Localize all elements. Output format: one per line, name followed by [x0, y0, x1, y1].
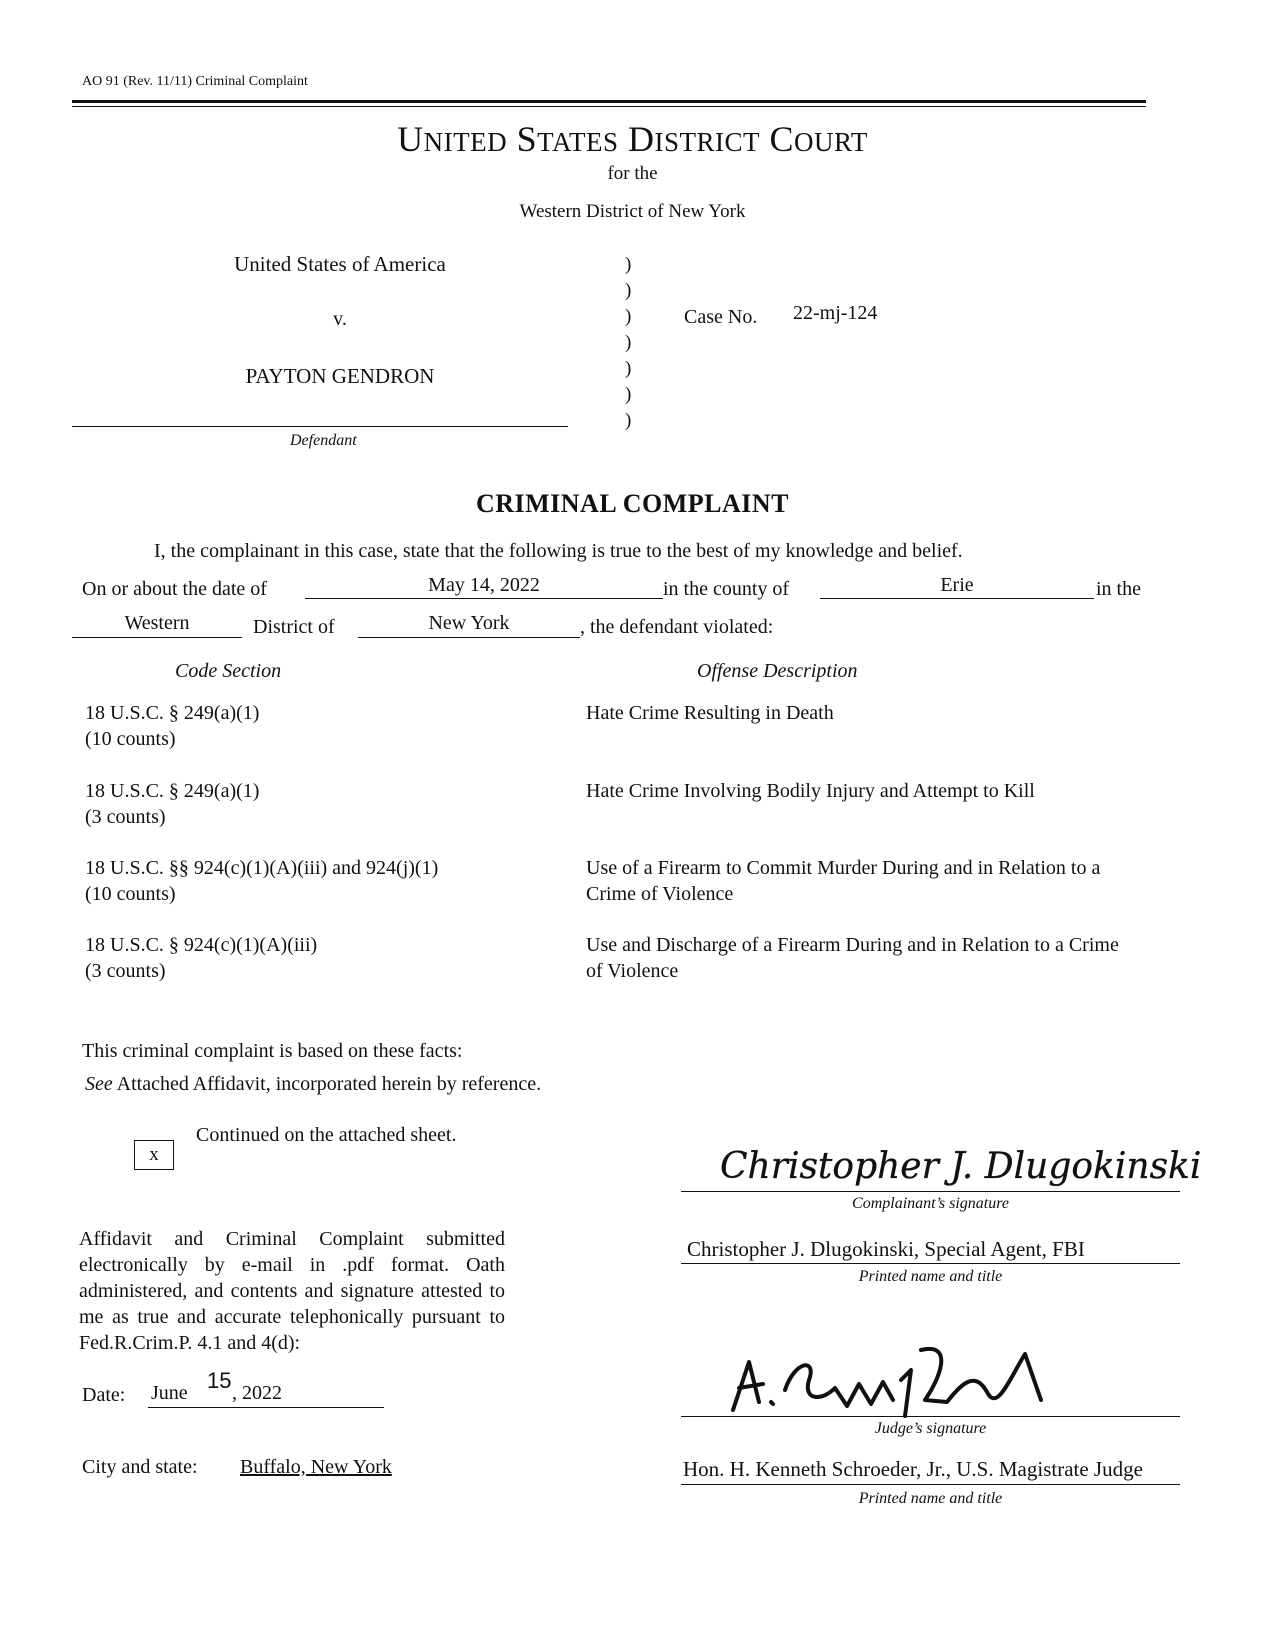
city-state-label: City and state:: [82, 1456, 198, 1478]
district-name: Western: [124, 612, 190, 634]
plaintiff-name: United States of America: [234, 252, 446, 276]
complainant-printed-label: Printed name and title: [858, 1268, 1003, 1285]
defendant-rule: [72, 426, 568, 427]
city-state: Buffalo, New York: [240, 1456, 392, 1478]
district-of-label: District of: [253, 616, 335, 638]
offense-code: 18 U.S.C. §§ 924(c)(1)(A)(iii) and 924(j)(1) (10 counts): [85, 857, 439, 905]
judge-name-line: [681, 1484, 1180, 1485]
header-rule-thin: [72, 106, 1146, 107]
caption-parens: ) ) ) ) ) ) ): [625, 254, 632, 431]
date-underline: [305, 598, 663, 599]
affidavit-note: Affidavit and Criminal Complaint submitted electronically by e-mail in .pdf format. Oath administered, and contents and signature attested to me as true and accurate telephonically pursuant to Fed.R.Crim.P. 4.1 and 4(d):: [79, 1228, 505, 1354]
complainant-signature: [720, 1138, 1202, 1203]
county-underline: [820, 598, 1094, 599]
versus: v.: [333, 308, 347, 330]
judge-printed-name: Hon. H. Kenneth Schroeder, Jr., U.S. Magistrate Judge: [683, 1457, 1143, 1481]
offense-code: 18 U.S.C. § 249(a)(1) (3 counts): [85, 780, 260, 828]
complainant-signature-line: [681, 1191, 1180, 1192]
complainant-statement: I, the complainant in this case, state that the following is true to the best of my knowledge and belief.: [154, 540, 963, 562]
header-rule-thick: [72, 100, 1146, 103]
for-the: for the: [607, 163, 658, 184]
basis-line: This criminal complaint is based on these facts:: [82, 1040, 463, 1062]
date-year: , 2022: [232, 1382, 282, 1404]
judge-signature-line: [681, 1416, 1180, 1417]
date-day: 15: [207, 1368, 232, 1393]
defendant-label: Defendant: [290, 432, 357, 449]
judge-signature-label: Judge’s signature: [874, 1420, 987, 1437]
case-number: 22-mj-124: [793, 302, 878, 324]
violated-text: , the defendant violated:: [580, 616, 774, 638]
complainant-printed-name: Christopher J. Dlugokinski, Special Agent, FBI: [687, 1237, 1085, 1261]
offense-date: May 14, 2022: [428, 574, 540, 596]
county-label: in the county of: [663, 578, 790, 600]
offense-description: Use and Discharge of a Firearm During and in Relation to a Crime of Violence: [586, 934, 1119, 982]
svg-text:Christopher J. Dlugokinski: Christopher J. Dlugokinski: [720, 1146, 1202, 1187]
court-district: Western District of New York: [519, 201, 746, 222]
code-section-header: Code Section: [175, 660, 282, 682]
form-number: AO 91 (Rev. 11/11) Criminal Complaint: [82, 74, 308, 89]
complainant-signature-label: Complainant’s signature: [852, 1195, 1009, 1212]
case-number-label: Case No.: [684, 306, 758, 328]
county: Erie: [940, 574, 974, 596]
court-name: UNITED STATES DISTRICT COURT: [397, 119, 868, 159]
affidavit-reference: See Attached Affidavit, incorporated herein by reference.: [85, 1073, 542, 1095]
offense-description: Use of a Firearm to Commit Murder During and in Relation to a Crime of Violence: [586, 857, 1101, 905]
offense-code: 18 U.S.C. § 249(a)(1) (10 counts): [85, 702, 260, 750]
defendant-name: PAYTON GENDRON: [245, 364, 435, 388]
offense-description: Hate Crime Resulting in Death: [586, 702, 834, 724]
complainant-name-line: [681, 1263, 1180, 1264]
in-the: in the: [1096, 578, 1141, 600]
state: New York: [428, 612, 510, 634]
continued-label: Continued on the attached sheet.: [196, 1124, 457, 1146]
offense-description: Hate Crime Involving Bodily Injury and Attempt to Kill: [586, 780, 1035, 802]
document-title: CRIMINAL COMPLAINT: [475, 489, 790, 518]
date-month: June: [151, 1382, 188, 1404]
judge-printed-label: Printed name and title: [858, 1490, 1003, 1507]
district-underline: [72, 637, 242, 638]
date-label: Date:: [82, 1384, 126, 1406]
date-prefix: On or about the date of: [82, 578, 267, 600]
offense-code: 18 U.S.C. § 924(c)(1)(A)(iii) (3 counts): [85, 934, 318, 982]
continued-checkbox[interactable]: x: [134, 1140, 174, 1170]
state-underline: [358, 637, 580, 638]
offense-description-header: Offense Description: [697, 660, 858, 682]
date-underline: [148, 1407, 384, 1408]
